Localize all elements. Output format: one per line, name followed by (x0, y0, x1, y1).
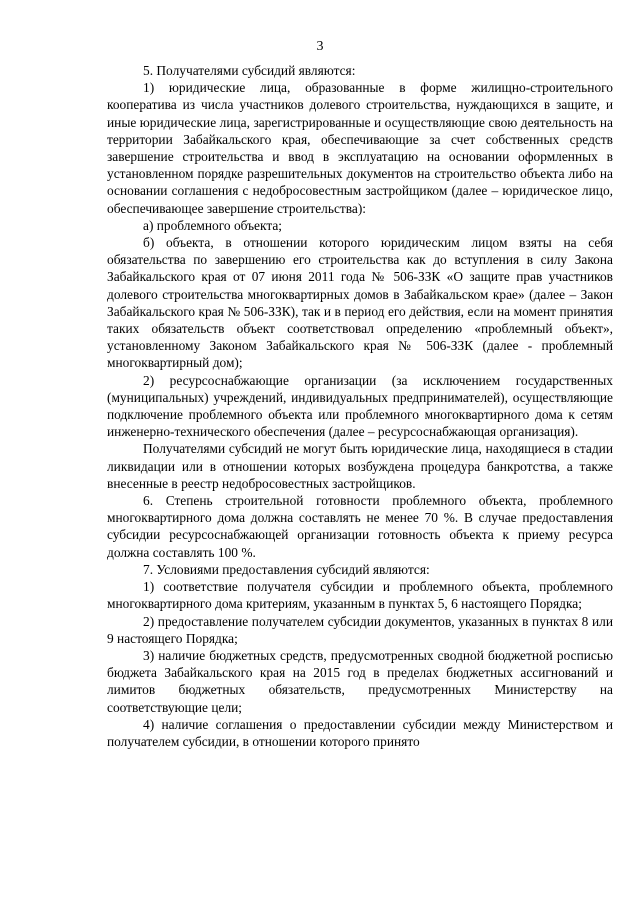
paragraph-5-item-1b: б) объекта, в отношении которого юридическим лицом взяты на себя обязательства по завершению его строительства как до вступления в силу Закона Забайкальского края от 07 июня 2011 года № 506-ЗЗК «О защите прав участников долевого строительства многоквартирных домов в Забайкальском крае» (далее – Закон Забайкальского края № 506-ЗЗК), так и в период его действия, если на момент принятия таких обязательств объект соответствовал определению «проблемный объект», установленному Законом Забайкальского края № 506-ЗЗК (далее - проблемный многоквартирный дом); (107, 235, 613, 371)
paragraph-5-item-1: 1) юридические лица, образованные в форме жилищно-строительного кооператива из числа участников долевого строительства, нуждающихся в защите, и иные юридические лица, зарегистрированные и осуществляющие свою деятельность на территории Забайкальского края, обеспечивающие за счет собственных средств завершение строительства и ввод в эксплуатацию на основании оформленных в установленном порядке разрешительных документов на строительство объекта либо на основании соглашения с недобросовестным застройщиком (далее – юридическое лицо, обеспечивающее завершение строительства): (107, 80, 613, 216)
paragraph-7-item-1: 1) соответствие получателя субсидии и проблемного объекта, проблемного многоквартирного дома критериям, указанным в пунктах 5, 6 настоящего Порядка; (107, 579, 613, 612)
page-number: 3 (316, 39, 324, 54)
paragraph-7-item-3: 3) наличие бюджетных средств, предусмотренных сводной бюджетной росписью бюджета Забайкальского края на 2015 год в пределах бюджетных ассигнований и лимитов бюджетных обязательств, предусмотренных Министерству на соответствующие цели; (107, 647, 613, 715)
paragraph-5-item-1a: а) проблемного объекта; (143, 217, 282, 233)
paragraph-7-item-2: 2) предоставление получателем субсидии документов, указанных в пунктах 8 или 9 настоящего Порядка; (107, 613, 613, 646)
paragraph-6: 6. Степень строительной готовности проблемного объекта, проблемного многоквартирного дома должна составлять не менее 70 %. В случае предоставления субсидии ресурсоснабжающей организации готовность объекта к приему ресурса должна составлять 100 %. (107, 493, 613, 560)
paragraph-5-item-2: 2) ресурсоснабжающие организации (за исключением государственных (муниципальных) учреждений, индивидуальных предпринимателей), осуществляющие подключение проблемного объекта или проблемного многоквартирного дома к сетям инженерно-технического обеспечения (далее – ресурсоснабжающая организация). (107, 372, 613, 440)
paragraph-5-intro: 5. Получателями субсидий являются: (143, 63, 356, 78)
document-body (107, 62, 613, 750)
paragraph-5-exclusions: Получателями субсидий не могут быть юридические лица, находящиеся в стадии ликвидации или в отношении которых возбуждена процедура банкротства, а также внесенные в реестр недобросовестных застройщиков. (107, 441, 613, 491)
paragraph-7-intro: 7. Условиями предоставления субсидий являются: (143, 561, 430, 577)
paragraph-7-item-4: 4) наличие соглашения о предоставлении субсидии между Министерством и получателем субсидии, в отношении которого принято (107, 716, 613, 749)
